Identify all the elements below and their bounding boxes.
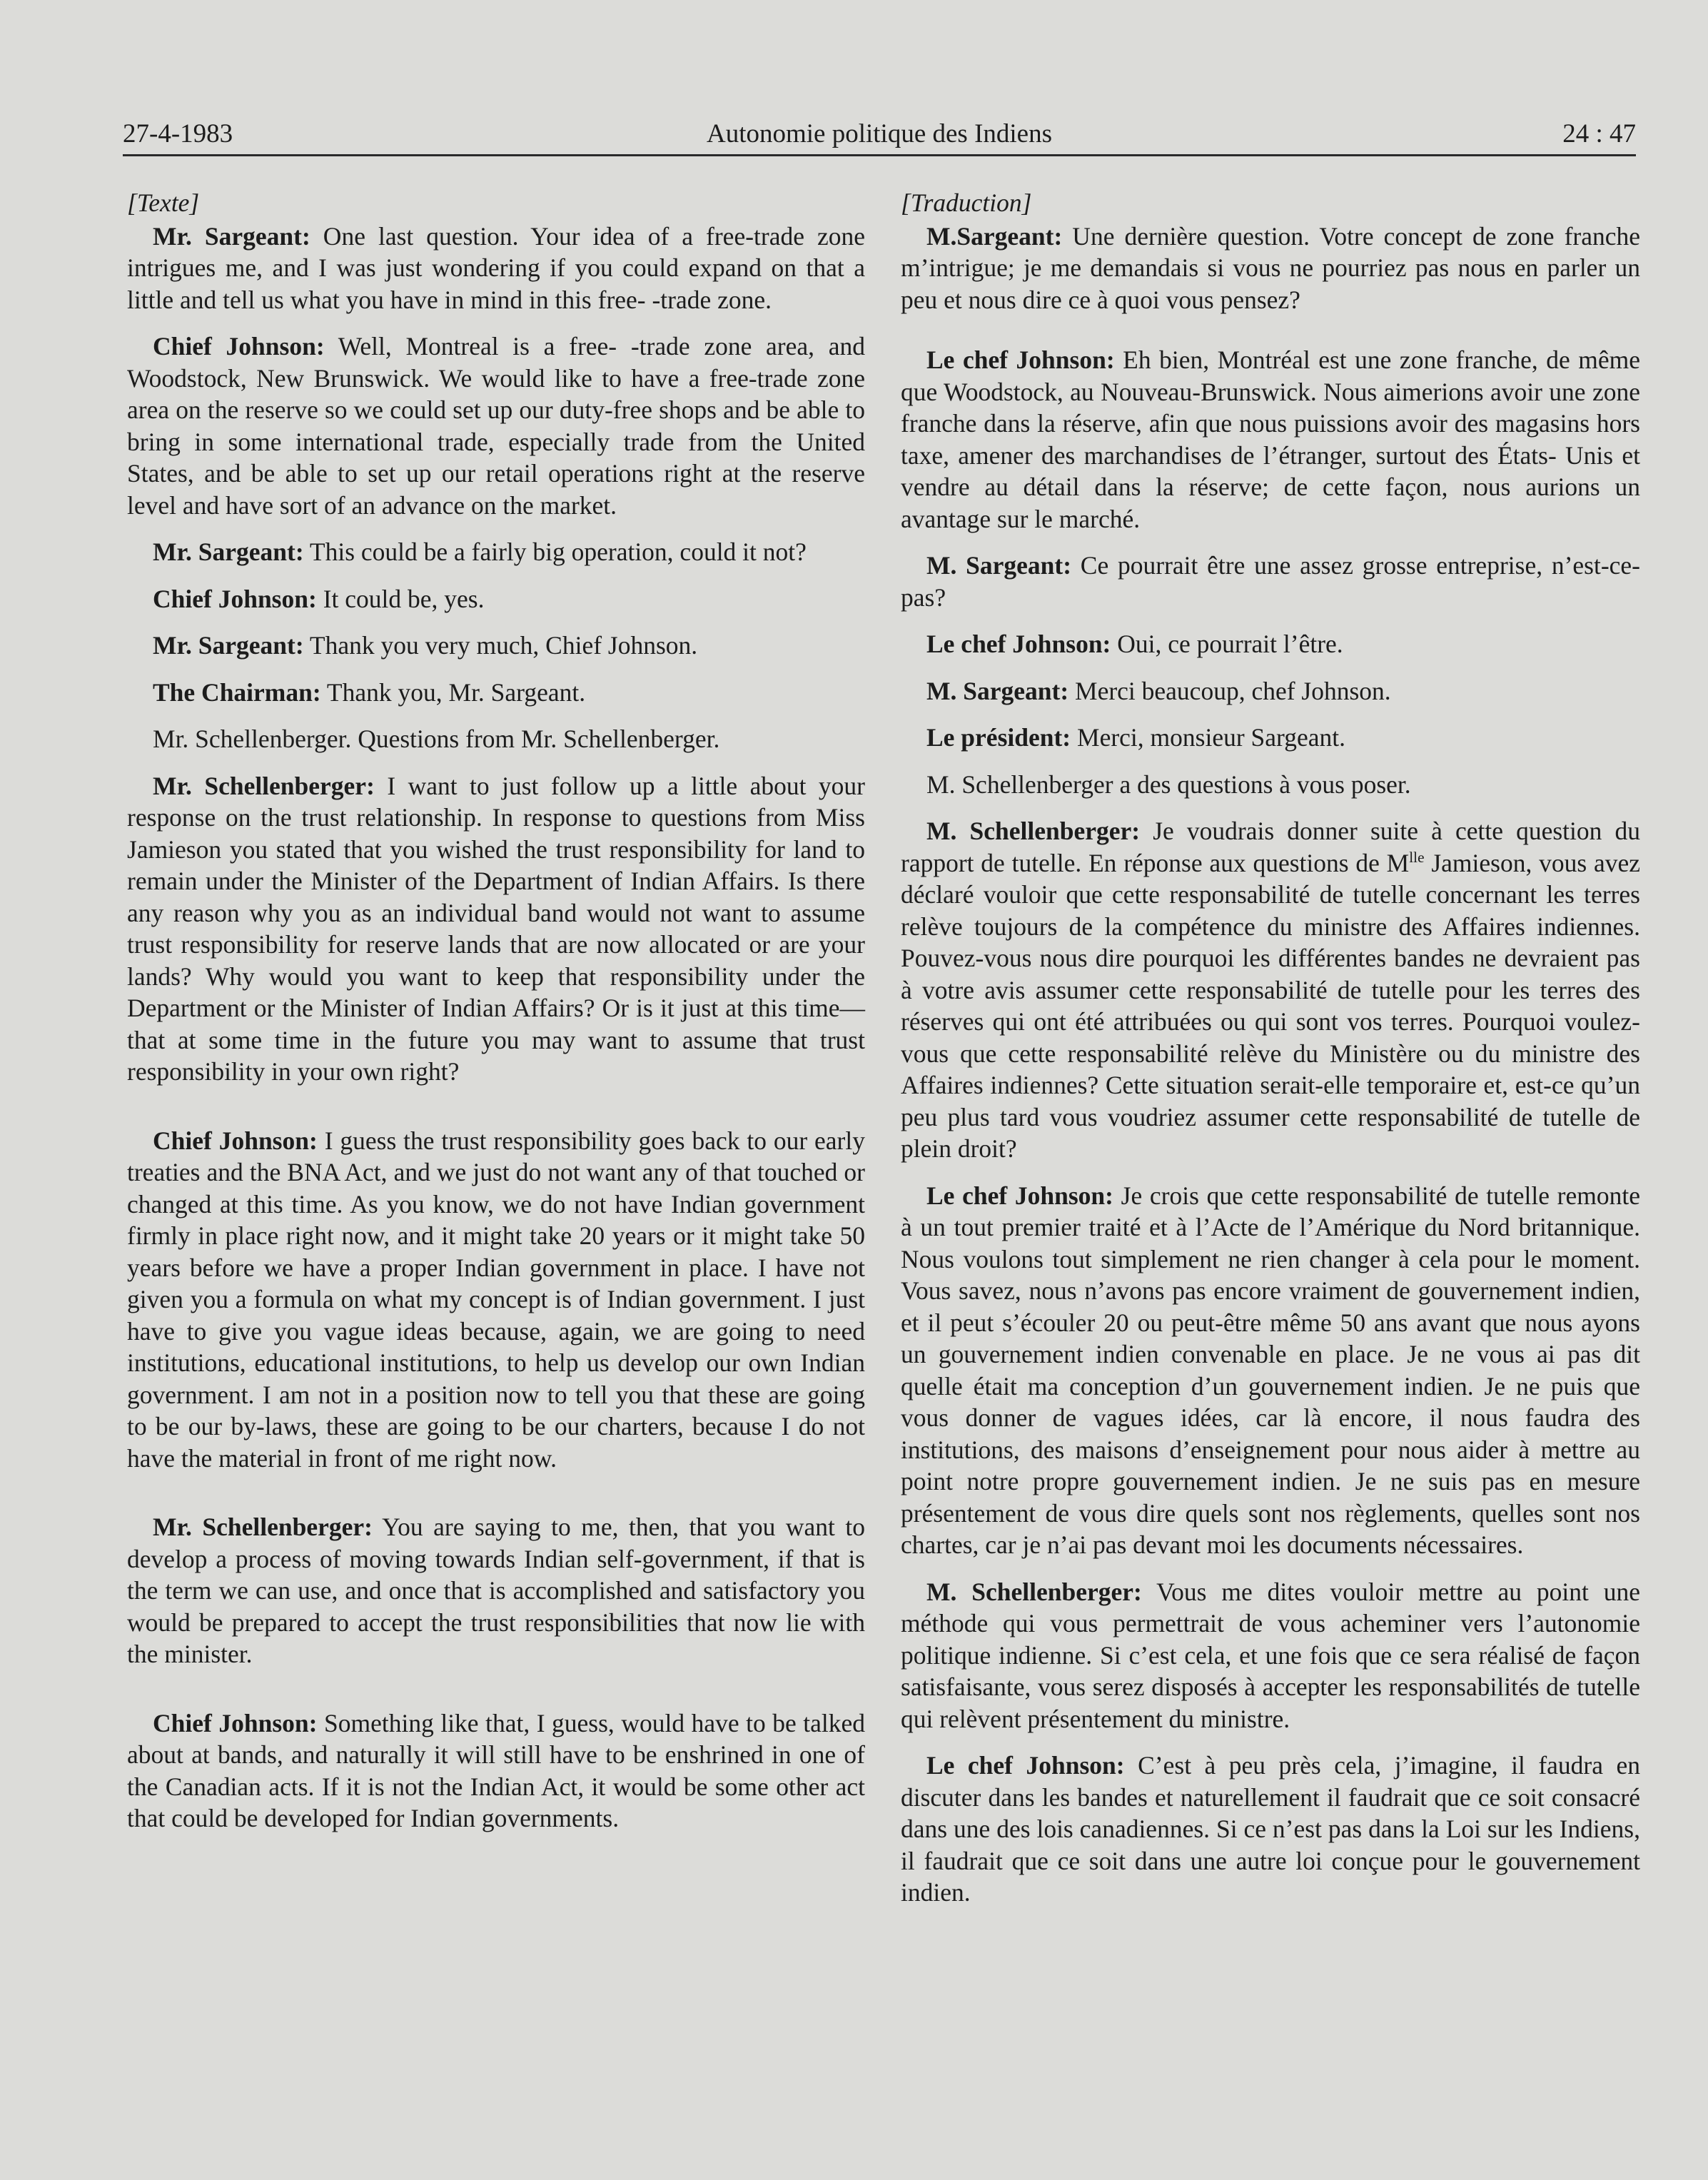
paragraph xyxy=(127,330,865,521)
speaker: Chief Johnson: xyxy=(153,1126,318,1155)
paragraph xyxy=(901,221,1640,316)
paragraph xyxy=(127,1511,865,1670)
speech: M. Schellenberger a des questions à vous poser. xyxy=(926,769,1411,799)
speech: Vous me dites vouloir mettre au point une méthode qui vous permettrait de vous acheminer vers l’autonomie politique indienne. Si c’est cela, et une fois que ce sera réalisé de façon satisfaisante, vous serez disposés à accepter les responsabilités de tutelle qui relèvent présentement du ministre. xyxy=(901,1577,1640,1733)
paragraph xyxy=(127,677,865,709)
speaker: M. Schellenberger: xyxy=(926,1577,1142,1606)
speaker: M. Sargeant: xyxy=(926,676,1069,705)
paragraph xyxy=(901,344,1640,535)
speech: C’est à peu près cela, j’imagine, il faudra en discuter dans les bandes et naturellement il faudrait que ce soit consacré dans une des lois canadiennes. Si ce n’est pas dans la Loi sur les Indiens, il faudrait que ce soit dans une autre loi conçue pour le gouvernement indien. xyxy=(901,1751,1640,1907)
speaker: Mr. Sargeant: xyxy=(153,631,304,660)
speech: Well, Montreal is a free- -trade zone area, and Woodstock, New Brunswick. We would like to have a free-trade zone area on the reserve so we could set up our duty-free shops and be able to bring in some international trade, especially trade from the United States, and be able to set up our retail operations right at the reserve level and have sort of an advance on the market. xyxy=(127,332,865,520)
speech: Thank you very much, Chief Johnson. xyxy=(303,631,698,660)
speech: Merci beaucoup, chef Johnson. xyxy=(1068,676,1391,705)
english-label: [Texte] xyxy=(127,188,200,217)
speech: Eh bien, Montréal est une zone franche, de même que Woodstock, au Nouveau-Brunswick. Nous aimerions avoir une zone franche dans la réserve, afin que nous puissions avoir des magasins hors taxe, amener des marchandises de l’étranger, surtout des États- Unis et vendre au détail dans la réserve; de cette façon, nous aurions un avantage sur le marché. xyxy=(901,345,1641,533)
speech: Something like that, I guess, would have to be talked about at bands, and naturally it will still have to be enshrined in one of the Canadian acts. If it is not the Indian Act, it would be some other act that could be developed for Indian governments. xyxy=(127,1708,865,1832)
speaker: Mr. Schellenberger: xyxy=(153,771,375,800)
speaker: Mr. Sargeant: xyxy=(153,538,304,566)
superscript: lle xyxy=(1409,848,1425,866)
paragraph xyxy=(901,628,1640,660)
english-column xyxy=(127,187,865,1850)
speaker: Le chef Johnson: xyxy=(926,1751,1125,1780)
speaker: Le chef Johnson: xyxy=(926,1181,1113,1210)
paragraph xyxy=(901,815,1640,1165)
speaker: Le chef Johnson: xyxy=(926,630,1111,658)
speech: Merci, monsieur Sargeant. xyxy=(1071,723,1345,752)
paragraph xyxy=(901,769,1640,801)
paragraph xyxy=(901,675,1640,707)
french-label: [Traduction] xyxy=(901,188,1032,217)
speech: Oui, ce pourrait l’être. xyxy=(1111,630,1343,658)
speech: Je crois que cette responsabilité de tutelle remonte à un tout premier traité et à l’Acte de l’Amérique du Nord britannique. Nous voulons tout simplement ne rien changer à cela pour le moment. Vous savez, nous n’avons pas encore vraiment de gouvernement indien, et il peut s’écouler 20 ou peut-être même 50 ans avant que nous ayons un gouvernement indien convenable en place. Je ne vous ai pas dit quelle était ma conception d’un gouvernement indien. Je ne puis que vous donner de vagues idées, car là encore, il nous faudra des institutions, des maisons d’enseignement pour nous aider à mettre au point notre propre gouvernement indien. Je ne suis pas en mesure présentement de vous dire quels sont nos règlements, quelles sont nos chartes, car je n’ai pas devant moi les documents nécessaires. xyxy=(901,1181,1640,1559)
speaker: M.Sargeant: xyxy=(926,221,1063,251)
header-page-number: 24 : 47 xyxy=(1562,119,1636,148)
french-column xyxy=(901,187,1640,1924)
speaker: Le chef Johnson: xyxy=(926,345,1115,374)
speech: Ce pourrait être une assez grosse entreprise, n’est-ce-pas? xyxy=(901,551,1640,612)
paragraph xyxy=(901,722,1640,754)
paragraph xyxy=(127,770,865,1088)
speaker: M. Schellenberger: xyxy=(926,817,1141,845)
speech: Mr. Schellenberger. Questions from Mr. Schellenberger. xyxy=(153,725,720,753)
speech: Je voudrais donner suite à cette question du rapport de tutelle. En réponse aux questions de M xyxy=(901,817,1640,877)
speech: Une dernière question. Votre concept de zone franche m’intrigue; je me demandais si vous ne pourriez pas nous en parler un peu et nous dire ce à quoi vous pensez? xyxy=(901,221,1640,314)
speaker: Chief Johnson: xyxy=(153,584,317,613)
speech: I want to just follow up a little about your response on the trust relationship. In response to questions from Miss Jamieson you stated that you wished the trust responsibility for land to remain under the Minister of the Department of Indian Affairs. Is there any reason why you as an individual band would not want to assume trust responsibility for reserve lands that are now allocated or are your lands? Why would you want to keep that responsibility under the Department or the Minister of Indian Affairs? Or is it just at this time—that at some time in the future you may want to assume that trust responsibility in your own right? xyxy=(127,771,865,1086)
header-date: 27-4-1983 xyxy=(123,119,233,148)
speaker: M. Sargeant: xyxy=(926,551,1072,580)
paragraph xyxy=(127,630,865,662)
speech: You are saying to me, then, that you want to develop a process of moving towards Indian self-government, if that is the term we can use, and once that is accomplished and satisfactory you would be prepared to accept the trust responsibilities that now lie with the minister. xyxy=(127,1513,865,1668)
page-header xyxy=(123,114,1636,156)
paragraph xyxy=(901,1576,1640,1735)
paragraph xyxy=(127,1707,865,1835)
paragraph xyxy=(127,583,865,615)
header-title: Autonomie politique des Indiens xyxy=(706,119,1053,148)
speech: I guess the trust responsibility goes back to our early treaties and the BNA Act, and we just do not want any of that touched or changed at this time. As you know, we do not have Indian government firmly in place right now, and it might take 20 years or it might take 50 years before we have a proper Indian government in place. I have not given you a formula on what my concept is of Indian government. I just have to give you vague ideas because, again, we are going to need institutions, educational institutions, to help us develop our own Indian government. I am not in a position now to tell you that these are going to be our by-laws, these are going to be our charters, because I do not have the material in front of me right now. xyxy=(127,1126,865,1473)
paragraph xyxy=(127,723,865,755)
paragraph xyxy=(127,536,865,568)
speech: It could be, yes. xyxy=(316,584,485,613)
speech: Thank you, Mr. Sargeant. xyxy=(320,677,586,707)
speaker: Chief Johnson: xyxy=(153,332,325,360)
speech: This could be a fairly big operation, could it not? xyxy=(303,538,807,566)
speech-continued: Jamieson, vous avez déclaré vouloir que cette responsabilité de tutelle concernant les terres relève toujours de la compétence du ministre des Affaires indiennes. Pouvez-vous nous dire pourquoi les différentes bandes ne devraient pas à votre avis assumer cette responsabilité de tutelle pour les terres des réserves qui ont été attribuées ou qui sont vos terres. Pourquoi voulez-vous que cette responsabilité relève du Ministère ou du ministre des Affaires indiennes? Cette situation serait-elle temporaire et, est-ce qu’un peu plus tard vous voudriez assumer cette responsabilité de tutelle de plein droit? xyxy=(901,848,1640,1163)
speaker: Le président: xyxy=(926,723,1071,752)
paragraph xyxy=(901,550,1640,613)
speaker: Mr. Sargeant: xyxy=(153,221,310,251)
paragraph xyxy=(127,1125,865,1475)
paragraph xyxy=(127,221,865,316)
paragraph xyxy=(901,1750,1640,1909)
speaker: The Chairman: xyxy=(153,677,321,707)
speaker: Chief Johnson: xyxy=(153,1708,318,1737)
speech: One last question. Your idea of a free-trade zone intrigues me, and I was just wondering if you could expand on that a little and tell us what you have in mind in this free- -trade zone. xyxy=(127,221,865,314)
paragraph xyxy=(901,1180,1640,1561)
speaker: Mr. Schellenberger: xyxy=(153,1513,373,1541)
